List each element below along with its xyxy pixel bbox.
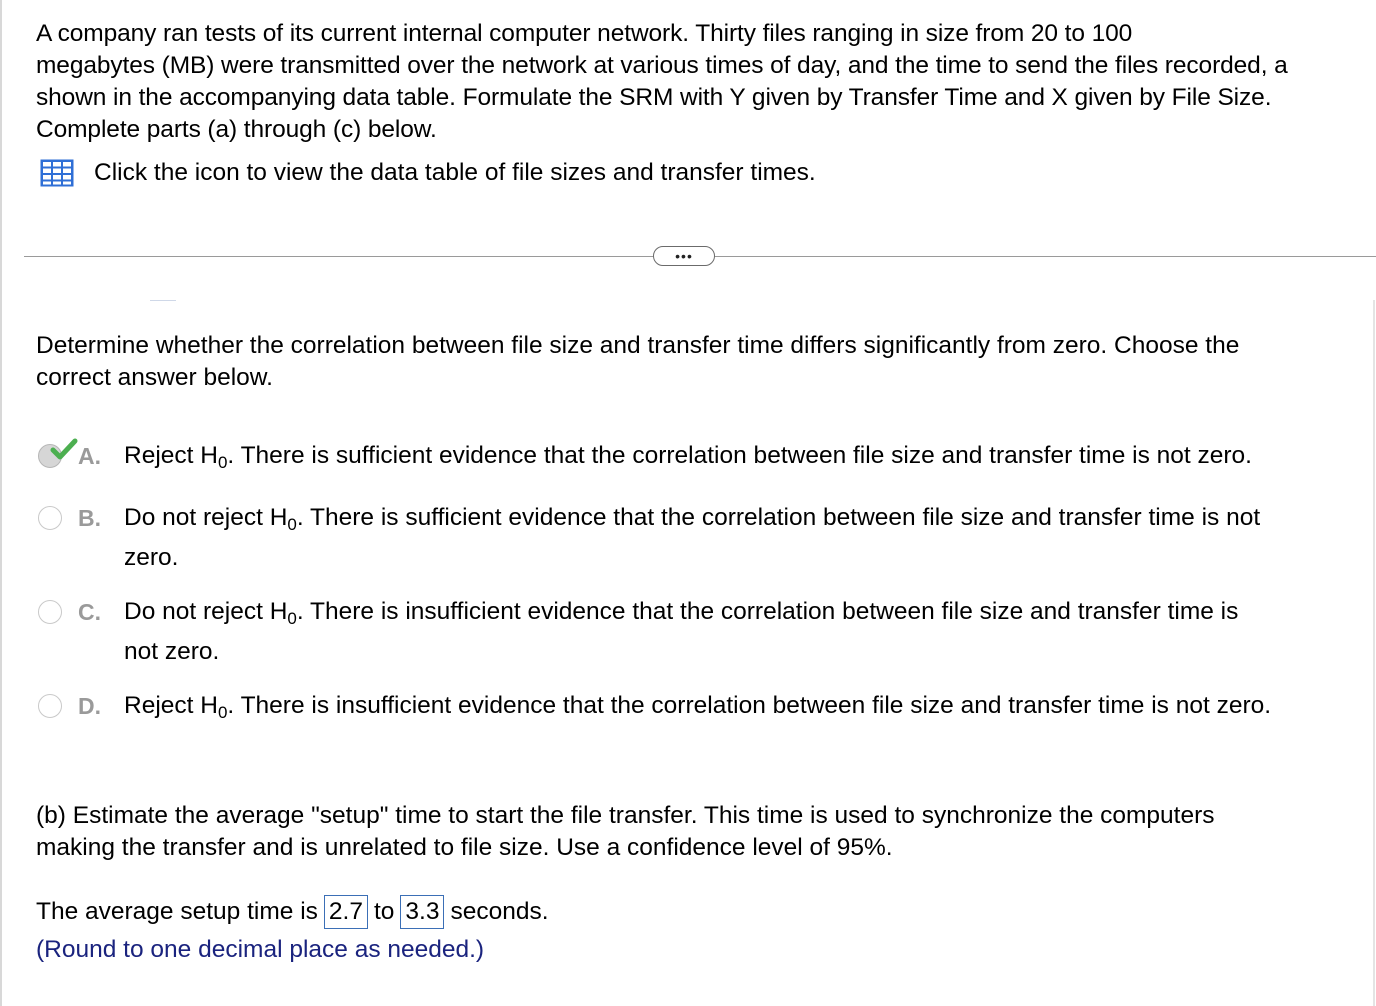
choice-rest: . There is sufficient evidence that the correlation between file size and transfer time is not zero.	[227, 442, 1252, 469]
upper-bound-answer-box[interactable]: 3.3	[400, 895, 444, 929]
table-grid-icon[interactable]	[40, 159, 74, 187]
right-border	[1373, 300, 1375, 1006]
choice-c[interactable]	[38, 592, 1368, 672]
intro-line: megabytes (MB) were transmitted over the network at various times of day, and the time to send the files recorded, a	[36, 52, 1288, 79]
subscript: 0	[217, 703, 228, 722]
subscript: 0	[217, 453, 228, 472]
answer-prefix: The average setup time is	[36, 898, 318, 925]
part-b-question	[36, 800, 1215, 864]
answer-suffix: seconds.	[450, 898, 549, 925]
expand-more-button[interactable]: •••	[653, 246, 715, 266]
choice-b[interactable]	[38, 498, 1368, 578]
subscript: 0	[287, 515, 297, 534]
data-link-text[interactable]: Click the icon to view the data table of file sizes and transfer times.	[94, 159, 816, 186]
view-data-table-link[interactable]	[40, 157, 816, 189]
choice-letter: C.	[78, 599, 101, 625]
choice-text	[124, 592, 1238, 672]
choice-b-radio[interactable]	[38, 506, 62, 530]
part-b-line: making the transfer and is unrelated to file size. Use a confidence level of 95%.	[36, 834, 893, 861]
subscript: 0	[287, 609, 297, 628]
choice-a[interactable]	[38, 436, 1368, 476]
choice-line2: zero.	[124, 544, 179, 571]
intro-line: Complete parts (a) through (c) below.	[36, 116, 437, 143]
answer-line	[36, 893, 549, 931]
choice-text	[124, 436, 1252, 476]
rounding-instruction: (Round to one decimal place as needed.)	[36, 936, 485, 963]
lower-bound-answer-box[interactable]: 2.7	[324, 895, 368, 929]
intro-line: shown in the accompanying data table. Formulate the SRM with Y given by Transfer Time and X given by File Size.	[36, 84, 1272, 111]
decorative-tick	[150, 300, 176, 301]
choice-d-radio[interactable]	[38, 694, 62, 718]
choice-line2: not zero.	[124, 638, 220, 665]
choice-rest: . There is insufficient evidence that the correlation between file size and transfer time is not zero.	[227, 692, 1272, 719]
answer-middle: to	[373, 898, 395, 925]
choice-letter: D.	[78, 693, 101, 719]
question-line: Determine whether the correlation between file size and transfer time differs significantly from zero. Choose the	[36, 332, 1240, 359]
choice-prefix: Do not reject H	[124, 598, 288, 625]
choice-d[interactable]	[38, 686, 1368, 726]
choice-rest: . There is sufficient evidence that the correlation between file size and transfer time is not	[296, 504, 1261, 531]
left-border	[0, 0, 2, 1006]
choice-prefix: Reject H	[124, 692, 218, 719]
question-line: correct answer below.	[36, 364, 273, 391]
problem-statement	[36, 18, 1372, 146]
choice-letter: A.	[78, 443, 101, 469]
choice-letter: B.	[78, 505, 101, 531]
intro-line: A company ran tests of its current internal computer network. Thirty files ranging in size from 20 to 100	[36, 20, 1133, 47]
choice-text	[124, 498, 1260, 578]
choice-prefix: Reject H	[124, 442, 218, 469]
choice-prefix: Do not reject H	[124, 504, 288, 531]
checkmark-icon	[50, 438, 78, 462]
choice-c-radio[interactable]	[38, 600, 62, 624]
choice-text	[124, 686, 1271, 726]
choice-rest: . There is insufficient evidence that the correlation between file size and transfer time is	[296, 598, 1239, 625]
part-a-question	[36, 330, 1239, 394]
part-b-line: (b) Estimate the average "setup" time to start the file transfer. This time is used to synchronize the computers	[36, 802, 1215, 829]
